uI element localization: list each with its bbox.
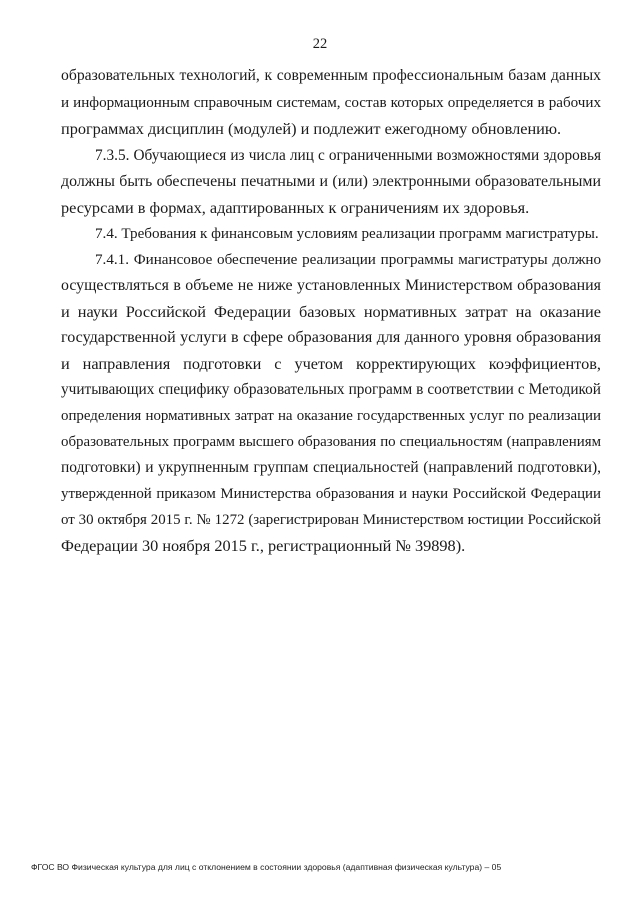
paragraph-4-line-1: 7.4.1. Финансовое обеспечение реализации программы магистратуры должно	[95, 252, 601, 268]
paragraph-4-line-12: Федерации 30 ноября 2015 г., регистрационный № 39898).	[61, 536, 466, 555]
paragraph-1-line-3: программах дисциплин (модулей) и подлежит ежегодному обновлению.	[61, 119, 562, 138]
document-footer: ФГОС ВО Физическая культура для лиц с отклонением в состоянии здоровья (адаптивная физическая культура) – 05	[31, 862, 502, 872]
paragraph-4-line-3: и науки Российской Федерации базовых нормативных затрат на оказание	[61, 302, 601, 321]
paragraph-4-line-2: осуществляться в объеме не ниже установленных Министерством образования	[61, 277, 601, 294]
paragraph-1-line-2: и информационным справочным системам, состав которых определяется в рабочих	[61, 95, 601, 111]
paragraph-4-line-4: государственной услуги в сфере образования для данного уровня образования	[61, 329, 601, 346]
paragraph-4-line-10: утвержденной приказом Министерства образования и науки Российской Федерации	[61, 486, 601, 502]
paragraph-2-line-1: 7.3.5. Обучающиеся из числа лиц с ограниченными возможностями здоровья	[95, 147, 601, 164]
paragraph-2-line-2: должны быть обеспечены печатными и (или) электронными образовательными	[61, 173, 601, 190]
paragraph-4-line-8: образовательных программ высшего образования по специальностям (направлениям	[61, 434, 601, 450]
section-heading-7-4: 7.4. Требования к финансовым условиям реализации программ магистратуры.	[95, 226, 599, 242]
page-number: 22	[312, 36, 328, 52]
paragraph-2-line-3: ресурсами в формах, адаптированных к ограничениям их здоровья.	[61, 198, 530, 217]
paragraph-4-line-7: определения нормативных затрат на оказание государственных услуг по реализации	[61, 408, 601, 424]
paragraph-4-line-9: подготовки) и укрупненным группам специальностей (направлений подготовки),	[61, 459, 601, 476]
paragraph-4-line-11: от 30 октября 2015 г. № 1272 (зарегистрирован Министерством юстиции Российской	[61, 512, 601, 528]
paragraph-4-line-6: учитывающих специфику образовательных программ в соответствии с Методикой	[61, 381, 601, 398]
paragraph-1-line-1: образовательных технологий, к современным профессиональным базам данных	[61, 67, 601, 84]
paragraph-4-line-5: и направления подготовки с учетом корректирующих коэффициентов,	[61, 354, 601, 373]
